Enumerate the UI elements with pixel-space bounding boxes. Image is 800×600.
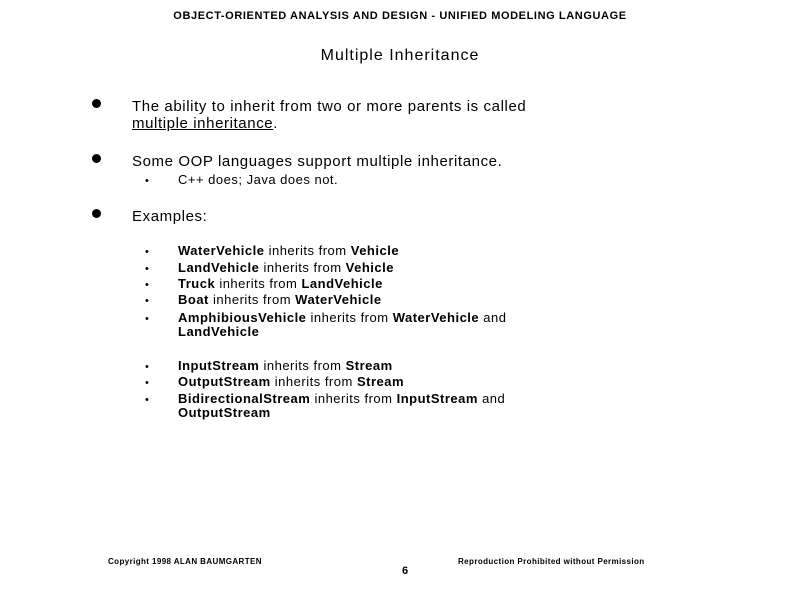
example-bidirectional-stream: BidirectionalStream inherits from InputStream and [178, 391, 506, 406]
example-land-vehicle: LandVehicle inherits from Vehicle [178, 260, 394, 275]
bullet-marker [92, 154, 101, 163]
sub-bullet-dot: • [145, 394, 150, 406]
sub-bullet-dot: • [145, 263, 150, 275]
bullet-1-term-line [132, 115, 278, 132]
sub-bullet-dot: • [145, 295, 150, 307]
multiple-inheritance-term: multiple inheritance [132, 115, 274, 132]
bullet-2-sub-text: C++ does; Java does not. [178, 172, 339, 187]
sub-bullet-dot: • [145, 175, 150, 187]
slide-title: Multiple Inheritance [320, 47, 480, 64]
example-input-stream: InputStream inherits from Stream [178, 358, 393, 373]
footer-copyright: Copyright 1998 ALAN BAUMGARTEN [108, 557, 262, 566]
sub-bullet-dot: • [145, 246, 150, 258]
bullet-1-text: The ability to inherit from two or more parents is called [132, 98, 527, 115]
page-number: 6 [402, 565, 409, 577]
bullet-marker [92, 209, 101, 218]
example-water-vehicle: WaterVehicle inherits from Vehicle [178, 243, 400, 258]
bullet-3-text: Examples: [132, 208, 208, 225]
bullet-marker [92, 99, 101, 108]
example-boat: Boat inherits from WaterVehicle [178, 292, 382, 307]
sub-bullet-dot: • [145, 279, 150, 291]
footer-notice: Reproduction Prohibited without Permission [458, 557, 645, 566]
sub-bullet-dot: • [145, 313, 150, 325]
bullet-2-text: Some OOP languages support multiple inheritance. [132, 153, 503, 170]
example-amphibious-vehicle: AmphibiousVehicle inherits from WaterVehicle and [178, 310, 507, 325]
example-truck: Truck inherits from LandVehicle [178, 276, 383, 291]
example-amphibious-vehicle-cont: LandVehicle [178, 324, 260, 339]
slide-header: OBJECT-ORIENTED ANALYSIS AND DESIGN - UNIFIED MODELING LANGUAGE [173, 10, 627, 22]
sub-bullet-dot: • [145, 377, 150, 389]
example-bidirectional-stream-cont: OutputStream [178, 405, 271, 420]
sub-bullet-dot: • [145, 361, 150, 373]
bullet-1-period: . [273, 115, 279, 132]
example-output-stream: OutputStream inherits from Stream [178, 374, 405, 389]
